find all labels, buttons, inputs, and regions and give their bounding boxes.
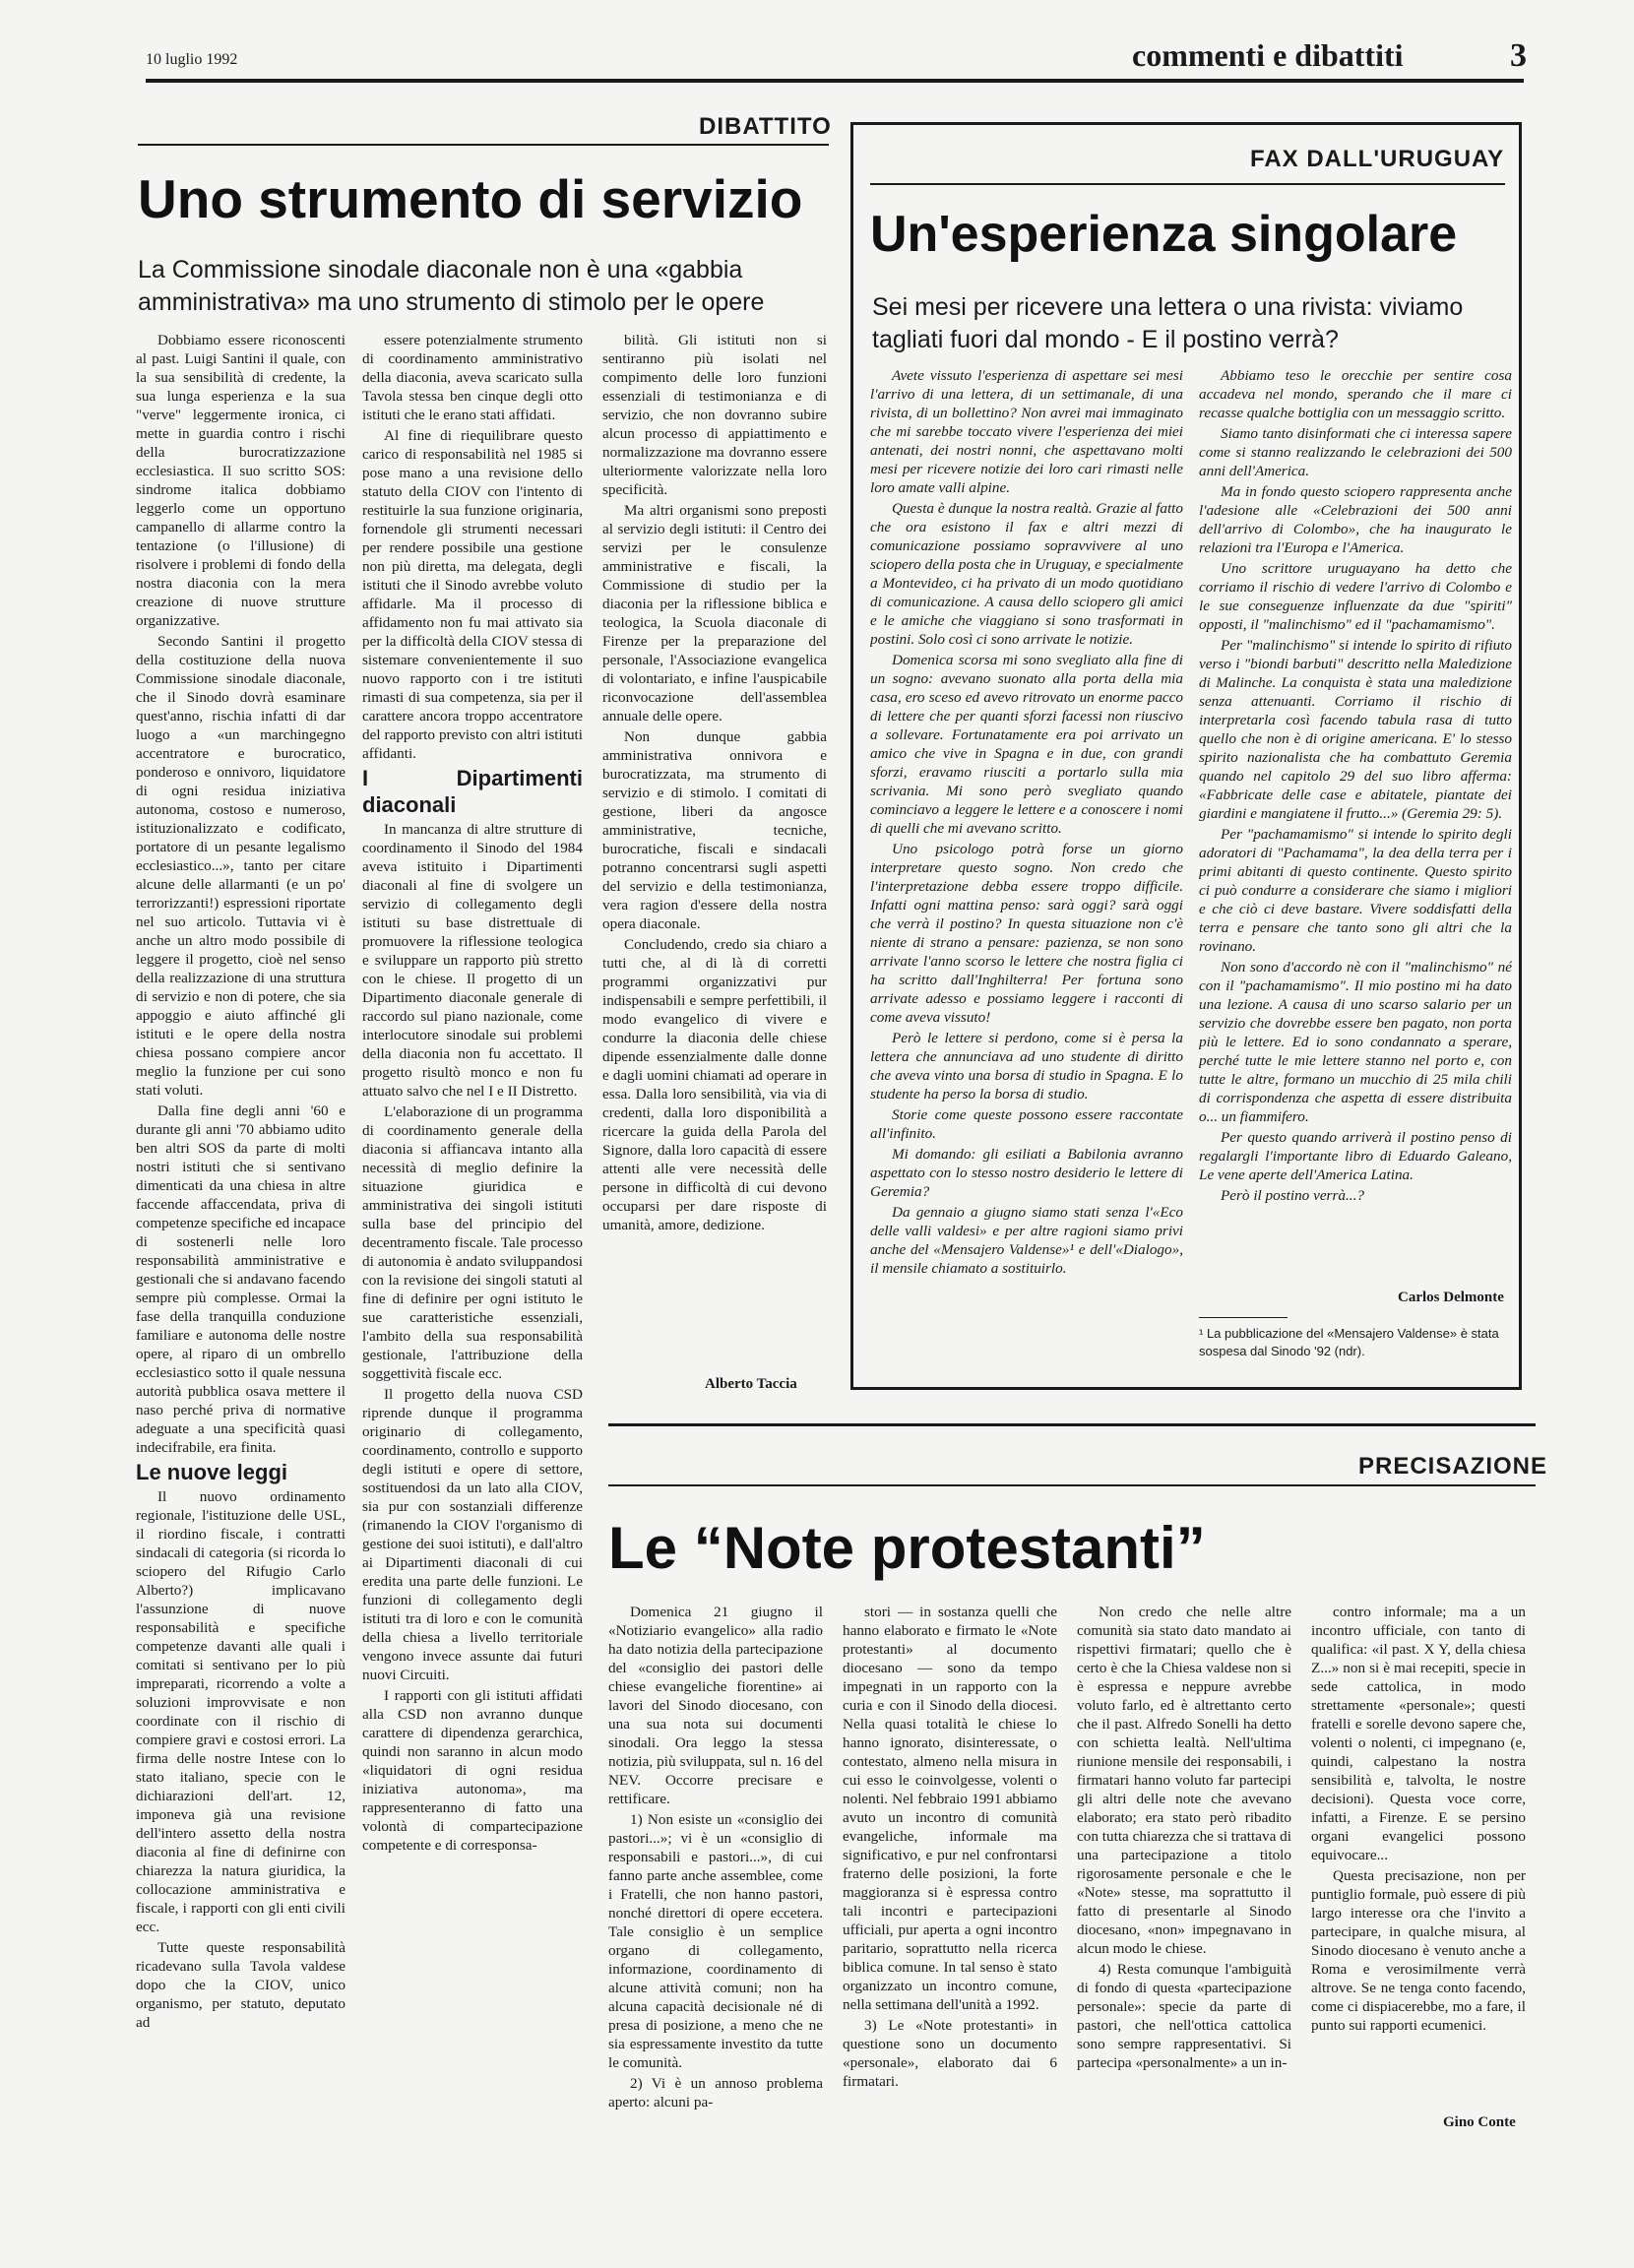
paragraph: Dalla fine degli anni '60 e durante gli anni '70 abbiamo udito ben altri SOS da parte di molti nostri istituti che si sentivano dimenticati da una chiesa in altre faccende affaccendata, priva di competenze specifiche ed incapace di sostenerli nelle loro responsabilità amministrative e gestionali che si andavano facendo sempre più complesse. Ormai la fase della tranquilla conduzione familiare e autonoma delle nostre opere, al riparo di un ombrello ecclesiastico sotto il quale nessuna autorità pubblica osava mettere il naso perché priva di normative adeguate a una specificità quasi indecifrabile, era finita. <box>136 1102 346 1456</box>
article1-rule <box>138 144 829 146</box>
article2-footnote: ¹ La pubblicazione del «Mensajero Valdense» è stata sospesa dal Sinodo '92 (ndr). <box>1199 1326 1499 1358</box>
paragraph: Per "pachamamismo" si intende lo spirito degli adoratori di "Pachamama", la dea della terra per i primi abitanti di questo continente. Questo spirito ci può condurre a considerare che siamo i migliori e che ciò ci deve bastare. Vivere soddisfatti della terra e pensare che tanto sono gli altri che la rovinano. <box>1199 826 1512 955</box>
article2-column-2 <box>1199 366 1512 1280</box>
issue-date: 10 luglio 1992 <box>146 51 238 68</box>
paragraph: Avete vissuto l'esperienza di aspettare sei mesi l'arrivo di una lettera, di un settimanale, di una rivista, di un bollettino? Non avrei mai immaginato che mi sarebbe toccato vivere l'esperienza dei miei antenati, dei nostri nonni, che aspettavano molti mesi per ricevere notizie dei loro cari rimasti nelle loro amate valli alpine. <box>870 367 1183 496</box>
article2-title: Un'esperienza singolare <box>870 206 1458 263</box>
paragraph: Per questo quando arriverà il postino penso di regalargli l'importante libro di Eduardo Galeano, Le vene aperte dell'America Latina. <box>1199 1129 1512 1183</box>
paragraph: Non dunque gabbia amministrativa onnivora e burocratizzata, ma strumento di servizio e di stimolo. I comitati di gestione, liberi da angosce amministrative, tecniche, burocratiche, fiscali e sindacali potranno concentrarsi sugli aspetti del servizio e della testimonianza, vera ragion d'essere della nostra opera diaconale. <box>602 728 827 932</box>
paragraph: Domenica scorsa mi sono svegliato alla fine di un sogno: avevano suonato alla porta della mia casa, ero sceso ed avevo ritrovato un enorme pacco di lettere che per quanti sforzi facessi non riuscivo a sollevare. Fortunatamente era poi arrivato un amico che vive in Spagna e in due, con grandi sforzi, eravamo riusciti a portarlo sulla mia scrivania. Mi sono però svegliato quando cominciavo a leggere le lettere e a conoscere i nomi di quelli che mi avevano scritto. <box>870 652 1183 837</box>
article1-deck: La Commissione sinodale diaconale non è una «gabbia amministrativa» ma uno strumento di stimolo per le opere <box>138 256 765 316</box>
article3-column-4 <box>1311 1603 1526 2110</box>
page-number: 3 <box>1510 37 1527 74</box>
paragraph: Siamo tanto disinformati che ci interessa sapere come si stanno realizzando le celebrazioni dei 500 anni dell'America. <box>1199 425 1512 479</box>
paragraph: L'elaborazione di un programma di coordinamento generale della diaconia si affiancava intanto alla necessità di meglio definire la situazione giuridica e amministrativa dei singoli istituti sulla base del principio del decentramento fiscale. Tale processo di autonomia è andato sviluppandosi con la revisione dei singoli statuti al fine di definire per ogni istituto le sue caratteristiche essenziali, l'ambito della sua responsabilità gestionale, l'attribuzione della soggettività fiscale ecc. <box>362 1103 583 1382</box>
paragraph: Mi domando: gli esiliati a Babilonia avranno aspettato con lo stesso nostro desiderio le lettere di Geremia? <box>870 1146 1183 1200</box>
article3-top-rule <box>608 1423 1536 1426</box>
paragraph: 2) Vi è un annoso problema aperto: alcuni pa- <box>608 2075 823 2110</box>
paragraph: Però le lettere si perdono, come si è persa la lettera che annunciava ad uno studente di diritto che aveva vinto una borsa di studio in Spagna. E lo studente ha perso la borsa di studio. <box>870 1030 1183 1102</box>
paragraph: Uno scrittore uruguayano ha detto che corriamo il rischio di vedere l'arrivo di Colombo e le sue conseguenze influenzate da due "spiriti" opposti, il "malinchismo" ed il "pachamamismo". <box>1199 560 1512 633</box>
paragraph: Concludendo, credo sia chiaro a tutti che, al di là di corretti programmi organizzativi pur indispensabili e sempre perfettibili, il modo evangelico di vivere e condurre la diaconia delle chiese dipende essenzialmente dalle donne e dagli uomini chiamati ad operare in essa. Dalla loro sensibilità, via via di credenti, dalla loro disponibilità a ricercare la guida della Parola del Signore, dalla loro capacità di essere attenti alle vere necessità delle persone in difficoltà di cui devono occuparsi per dare risposte di umanità, amore, dedizione. <box>602 936 827 1233</box>
paragraph: essere potenzialmente strumento di coordinamento amministrativo della diaconia, aveva scaricato sulla Tavola stessa ben cinque degli otto istituti che le erano stati affidati. <box>362 332 583 423</box>
article2-kicker: FAX DALL'URUGUAY <box>1250 146 1505 172</box>
article3-rule <box>608 1484 1536 1486</box>
article1-title: Uno strumento di servizio <box>138 168 803 229</box>
article2-deck: Sei mesi per ricevere una lettera o una rivista: viviamo tagliati fuori dal mondo - E il postino verrà? <box>872 293 1464 353</box>
article1-kicker: DIBATTITO <box>699 113 832 140</box>
article1-column-3 <box>602 331 827 1345</box>
article1-column-2 <box>362 331 583 2128</box>
paragraph: Domenica 21 giugno il «Notiziario evangelico» alla radio ha dato notizia della partecipazione del «consiglio dei pastori delle chiese evangeliche fiorentine» ai lavori del Sinodo diocesano, con una sua nota sui documenti sinodali. Ora leggo la stessa notizia, più sviluppata, sul n. 16 del NEV. Occorre precisare e rettificare. <box>608 1604 823 1807</box>
paragraph: Questa precisazione, non per puntiglio formale, può essere di più largo interesse ora che l'invito a partecipare, in qualche misura, al Sinodo diocesano è venuto anche a Roma e verosimilmente verrà altrove. Se ne tenga conto facendo, come ci dispiacerebbe, mo a fare, il punto sui rapporti ecumenici. <box>1311 1867 1526 2034</box>
paragraph: Uno psicologo potrà forse un giorno interpretare questo sogno. Non credo che l'interpretazione debba essere troppo difficile. Infatti ogni mattina penso: sarà oggi? sarà oggi che verrà il postino? In questa situazione non c'è niente di strano a pensare: pazienza, se non sono arrivate l'anno scorso le lettere che nostra figlia ci ha scritto dall'Inghilterra! Per fortuna sono arrivate adesso e possiamo leggere i racconti di come aveva vissuto! <box>870 841 1183 1026</box>
section-title: commenti e dibattiti <box>1132 37 1404 73</box>
paragraph: contro informale; ma a un incontro ufficiale, con tanto di qualifica: «il past. X Y, della chiesa Z...» non si è mai recepiti, specie in sede cattolica, in modo strettamente «personale»; questi fratelli e sorelle devono sapere che, volenti o nolenti, ci impegnano (e, quindi, calpestano la nostra sensibilità e, talvolta, le nostre decisioni). Questa voce corre, infatti, a Firenze. E se persino organi evangelici possono equivocare... <box>1311 1604 1526 1863</box>
article3-column-1 <box>608 1603 823 2154</box>
subheading: Le nuove leggi <box>136 1460 288 1484</box>
paragraph: Storie come queste possono essere raccontate all'infinito. <box>870 1106 1183 1142</box>
paragraph: Da gennaio a giugno siamo stati senza l'«Eco delle valli valdesi» e per altre ragioni siamo privi anche del «Mensajero Valdense»¹ e dell'«Dialogo», il mensile chiamato a sostituirlo. <box>870 1204 1183 1277</box>
article3-title: Le “Note protestanti” <box>608 1515 1206 1581</box>
paragraph: Ma in fondo questo sciopero rappresenta anche l'adesione alle «Celebrazioni dei 500 anni dell'arrivo di Colombo», che ha inaugurato le relazioni tra l'Europa e l'America. <box>1199 483 1512 556</box>
paragraph: Il nuovo ordinamento regionale, l'istituzione delle USL, il riordino fiscale, i contratti sindacali di categoria (si ricorda lo sciopero del Rifugio Carlo Alberto?) implicavano l'assunzione di nuove responsabilità e specifiche competenze davanti alle quali i comitati si sentivano per lo più impreparati, ricorrendo a volte a soluzioni improvvisate e non coordinate con il rischio di compiere gravi e costosi errori. La firma delle nostre Intese con lo stato italiano, specie con le dichiarazioni dell'art. 12, imponeva già una revisione dell'intero assetto della nostra diaconia al fine di definirne con chiarezza la natura giuridica, la collocazione amministrativa e fiscale, i rapporti con gli enti civili ecc. <box>136 1488 346 1935</box>
paragraph: In mancanza di altre strutture di coordinamento il Sinodo del 1984 aveva istituito i Dipartimenti diaconali al fine di svolgere un servizio di collegamento degli istituti su base distrettuale di promuovere la riflessione teologica e sviluppare un rapporto più stretto con le chiese. Il progetto di un Dipartimento diaconale generale di raccordo sul piano nazionale, come interlocutore sinodale sui problemi della diaconia non fu accettato. Il progetto risultò monco e non fu attuato salvo che nel I e II Distretto. <box>362 821 583 1100</box>
subheading: I Dipartimenti diaconali <box>362 766 583 817</box>
article2-author: Carlos Delmonte <box>1398 1290 1504 1305</box>
footnote-rule <box>1199 1317 1288 1318</box>
paragraph: Non credo che nelle altre comunità sia stato dato mandato ai rispettivi firmatari; quello che è certo è che la Chiesa valdese non si è espressa e neppure avrebbe voluto farlo, ed è altrettanto certo che il past. Alfredo Sonelli ha detto con schietta lealtà. Nell'ultima riunione mensile dei responsabili, i firmatari hanno voluto far partecipi gli altri delle note che avevano elaborato; era stato però ribadito con tutta chiarezza che si trattava di una partecipazione a titolo rigorosamente personale e che le «Note» stesse, ma soprattutto il fatto di presentarle al Sinodo diocesano, «non» impegnavano in alcun modo le chiese. <box>1077 1604 1291 1957</box>
header-rule <box>146 79 1524 83</box>
paragraph: stori — in sostanza quelli che hanno elaborato e firmato le «Note protestanti» al documento diocesano — sono da tempo impegnati in un rapporto con la curia e con il Sinodo della diocesi. Nella quasi totalità le chiese lo hanno ignorato, disinteressate, o contestato, almeno nella misura in cui esso le coinvolgesse, volenti o nolenti. Nel febbraio 1991 abbiamo avuto un incontro di comunità evangeliche, informale ma significativo, e pur nel confrontarsi fraterno delle posizioni, la forte maggioranza si è espressa contro tali incontri e partecipazioni ufficiali, pur aperta a ogni incontro paritario, soprattutto nella ricerca biblica comune. In tal senso è stato organizzato un incontro comune, nella settimana dell'unità a 1992. <box>843 1604 1057 2013</box>
article3-author: Gino Conte <box>1443 2114 1516 2130</box>
paragraph: Tutte queste responsabilità ricadevano sulla Tavola valdese dopo che la CIOV, unico organismo, per statuto, deputato ad <box>136 1939 346 2031</box>
article2-rule <box>870 183 1505 185</box>
paragraph: Per "malinchismo" si intende lo spirito di rifiuto verso i "biondi barbuti" descritto nella Maledizione di Malinche. La conquista è stata una maledizione senza attenuanti. Corriamo il rischio di interpretarla così facendo tabula rasa di tutto quello che non è di origine americana. E' lo stesso spirito nazionalista che ha combattuto Geremia quando nel capitolo 29 del suo libro afferma: «Fabbricate delle case e abitatele, piantate dei giardini e mangiatene il frutto...» (Geremia 29: 5). <box>1199 637 1512 822</box>
paragraph: I rapporti con gli istituti affidati alla CSD non avranno dunque carattere di dipendenza gerarchica, quindi non saranno in alcun modo «liquidatori di ogni residua iniziativa autonoma», ma rappresenteranno di fatto una volontà di compartecipazione competente e di corresponsa- <box>362 1687 583 1854</box>
paragraph: Dobbiamo essere riconoscenti al past. Luigi Santini il quale, con la sua sensibilità di credente, la sua lunga esperienza e la sua "verve" leggermente ironica, ci mette in guardia contro i rischi della burocratizzazione ecclesiastica. Il suo scritto SOS: sindrome italica dobbiamo leggerlo come un opportuno campanello di allarme contro la tentazione (o l'illusione) di risolvere i problemi di fondo della nostra diaconia con la mera creazione di nuove strutture organizzative. <box>136 332 346 629</box>
article3-column-2 <box>843 1603 1057 2154</box>
article2-column-1 <box>870 366 1183 1353</box>
article3-kicker: PRECISAZIONE <box>1358 1453 1548 1480</box>
paragraph: Secondo Santini il progetto della costituzione della nuova Commissione sinodale diaconale, che il Sinodo dovrà esaminare quest'anno, rischia infatti di dar luogo a «un marchingegno accentratore e burocratico, ponderoso e onnivoro, liquidatore di ogni residua iniziativa autonoma, costoso e numeroso, istituzionalizzato e codificato, portatore di un pesante legalismo ecclesiastico...», tanto per citare alcune delle allarmanti (e un po' terrorizzanti!) espressioni riportate nel suo articolo. Tuttavia vi è anche un altro modo possibile di leggere il progetto, cioè nel senso della realizzazione di una struttura di servizio e non di potere, che sia appoggio e aiuto affinché gli istituti e le opere della nostra chiesa possano compiere ancor meglio la funzione per cui sono stati voluti. <box>136 633 346 1099</box>
article1-column-1 <box>136 331 346 2128</box>
paragraph: 1) Non esiste un «consiglio dei pastori...»; vi è un «consiglio di responsabili e pastori...», di cui fanno parte anche assemblee, come i Fratelli, che non hanno pastori, nonché direttori di opere eccetera. Tale consiglio è un semplice organo di collegamento, informazione, coordinamento di alcune attività comuni; non ha alcuna capacità decisionale né di presa di posizione, a meno che ne sia espressamente investito da tutte le comunità. <box>608 1811 823 2071</box>
paragraph: Ma altri organismi sono preposti al servizio degli istituti: il Centro dei servizi per le consulenze amministrative e fiscali, la Commissione di studio per la diaconia per la riflessione biblica e teologica, la Scuola diaconale di Firenze per la preparazione del personale, l'Associazione evangelica di volontariato, e infine l'auspicabile riconvocazione dell'assemblea annuale delle opere. <box>602 502 827 724</box>
article3-column-3 <box>1077 1603 1291 2154</box>
paragraph: Però il postino verrà...? <box>1221 1187 1364 1204</box>
paragraph: Al fine di riequilibrare questo carico di responsabilità nel 1985 si pose mano a una revisione dello statuto della CIOV con l'intento di restituirle la sua funzione originaria, fornendole gli strumenti necessari per rendere possibile una gestione non più diretta, ma delegata, degli istituti che il Sinodo avrebbe voluto affidarle. Ma il processo di affidamento non fu mai attivato sia per la difficoltà della CIOV stessa di sistemare convenientemente il suo nuovo rapporto con i tre istituti rimasti di sua competenza, sia per il carattere ancora troppo accentratore del rapporto previsto con altri istituti affidanti. <box>362 427 583 762</box>
paragraph: bilità. Gli istituti non si sentiranno più isolati nel compimento delle loro funzioni essenziali di testimonianza e di servizio, che non dovranno subire alcun processo di appiattimento e normalizzazione ma dovranno essere ulteriormente valorizzate nella loro specificità. <box>602 332 827 498</box>
paragraph: Questa è dunque la nostra realtà. Grazie al fatto che ora esistono il fax e altri mezzi di comunicazione possiamo sopravvivere al uno sciopero della posta che in Uruguay, e specialmente a Montevideo, ci ha privato di un modo quotidiano di comunicazione. A causa dello sciopero gli amici e le amiche che viaggiano si sono trasformati in postini. Solo così ci sono arrivate le notizie. <box>870 500 1183 648</box>
paragraph: Il progetto della nuova CSD riprende dunque il programma originario di collegamento, coordinamento, controllo e supporto degli istituti e opere di settore, sostituendosi da un lato alla CIOV, sia pur con sostanziali differenze (rimanendo la CIOV l'organismo di gestione dei suoi istituti), e dall'altro ai Dipartimenti diaconali di cui eredita una parte delle funzioni. Le funzioni di collegamento degli istituti tra di loro e con le comunità della chiesa a livello territoriale vengono invece assunte dai futuri nuovi Circuiti. <box>362 1386 583 1683</box>
paragraph: Abbiamo teso le orecchie per sentire cosa accadeva nel mondo, sperando che il mare ci recasse qualche bottiglia con un messaggio scritto. <box>1199 367 1512 421</box>
paragraph: 3) Le «Note protestanti» in questione sono un documento «personale», elaborato dai 6 firmatari. <box>843 2017 1057 2090</box>
article1-author: Alberto Taccia <box>705 1376 797 1392</box>
paragraph: Non sono d'accordo nè con il "malinchismo" né con il "pachamamismo". Il mio postino mi ha dato una lezione. A causa di uno scarso salario per un servizio che dovrebbe essere ben pagato, non porta più le lettere. Ed io sono condannato a sperare, perché tutte le mie lettere stanno nel porto e, con tutte le altre, formano un mucchio di 25 mila chili di corrispondenza che aspetta di essere distribuita o... un fiammifero. <box>1199 959 1512 1125</box>
paragraph: 4) Resta comunque l'ambiguità di fondo di questa «partecipazione personale»: specie da parte di pastori, che nell'ottica cattolica sono sempre rappresentativi. Si partecipa «personalmente» a un in- <box>1077 1961 1291 2071</box>
